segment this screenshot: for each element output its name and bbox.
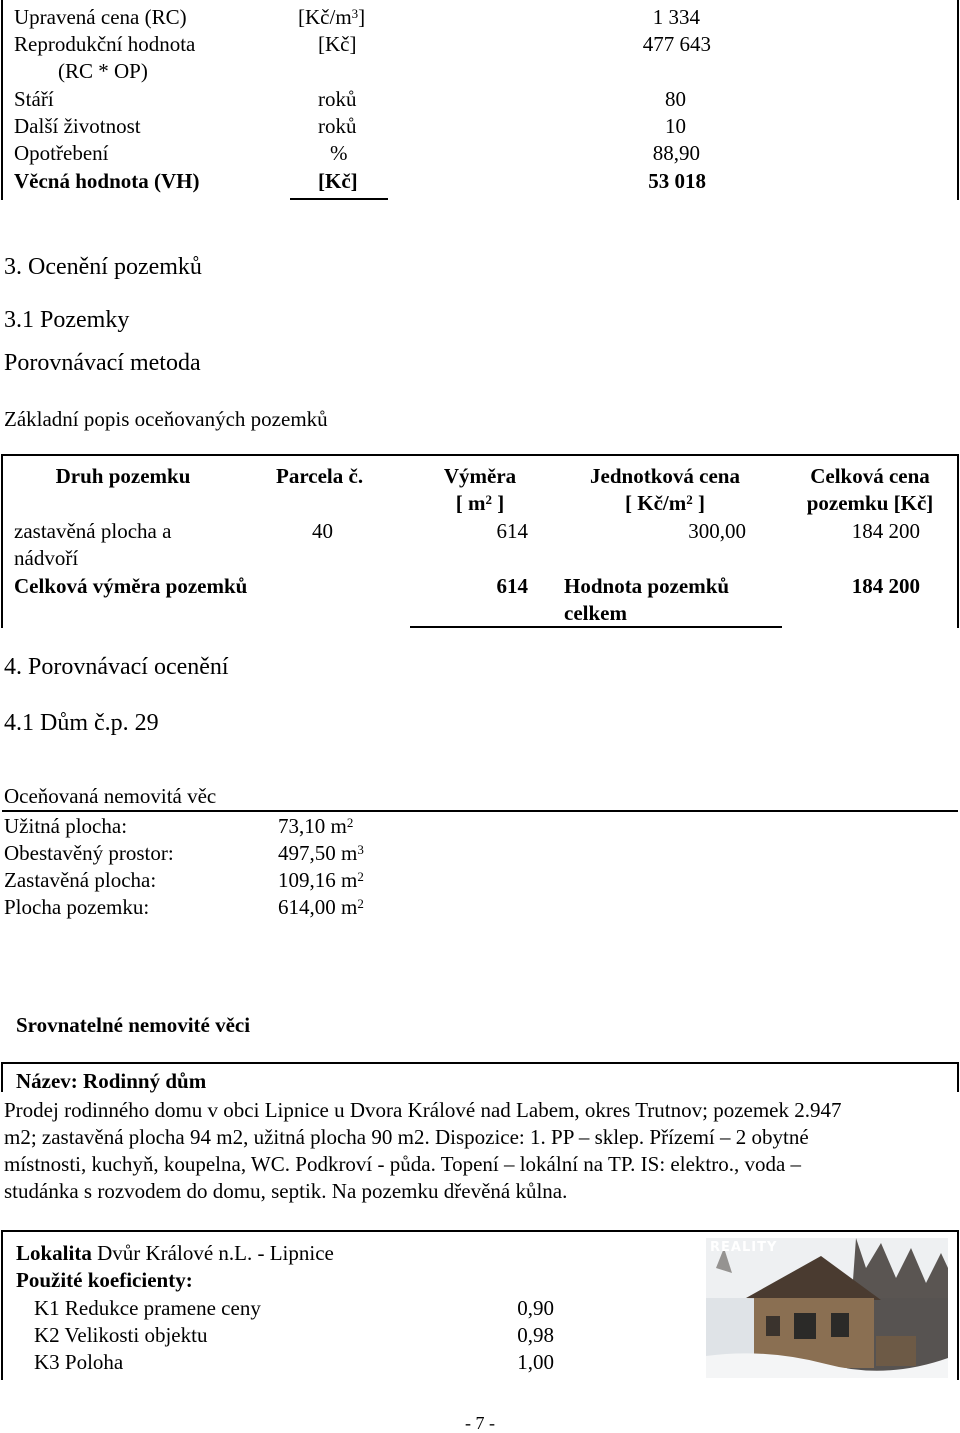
- header-area: Výměra: [443, 464, 517, 488]
- summary-area: 614: [496, 574, 528, 598]
- valuation-total-unit: [Kč]: [318, 169, 358, 193]
- coefficient-value: 0,98: [517, 1323, 554, 1347]
- subject-value: 614,00 $m^2$: [278, 895, 364, 919]
- method-heading: Porovnávací metoda: [4, 350, 201, 376]
- row-parcel: 40: [312, 519, 333, 543]
- row-area: 614: [496, 519, 528, 543]
- valuation-value: 1 334: [652, 5, 700, 29]
- details-rule: [2, 1230, 958, 1232]
- summary-value-label: Hodnota pozemků: [564, 574, 730, 598]
- valuation-value: 10: [665, 114, 686, 138]
- valuation-unit: %: [330, 141, 348, 165]
- valuation-label: Reprodukční hodnota: [14, 32, 196, 56]
- subject-title: Oceňovaná nemovitá věc: [4, 784, 217, 808]
- table-bottom-rule: [410, 626, 782, 628]
- valuation-label: Další životnost: [14, 114, 141, 138]
- coefficients-title: Použité koeficienty:: [16, 1268, 193, 1292]
- comparables-right-border: [957, 1062, 959, 1092]
- comparable-description-line: místnosti, kuchyň, koupelna, WC. Podkroví - půda. Topení – lokální na TP. IS: elektro., voda –: [4, 1152, 802, 1176]
- coefficient-label: K2 Velikosti objektu: [34, 1323, 208, 1347]
- valuation-value: 80: [665, 87, 686, 111]
- valuation-unit: roků: [318, 114, 357, 138]
- header-area-unit: [ $m^2$ ]: [455, 491, 505, 515]
- table-right-border: [957, 454, 959, 628]
- comparable-description-line: Prodej rodinného domu v obci Lipnice u Dvora Králové nad Labem, okres Trutnov; pozemek 2.947: [4, 1098, 842, 1122]
- comparable-description-line: studánka s rozvodem do domu, septik. Na pozemku dřevěná kůlna.: [4, 1179, 568, 1203]
- details-left-border: [1, 1230, 3, 1380]
- valuation-unit: $[Kč/m^3]$: [298, 5, 366, 29]
- comparables-title: Srovnatelné nemovité věci: [16, 1013, 251, 1037]
- header-unit-price: Jednotková cena: [590, 464, 740, 488]
- coefficient-label: K3 Poloha: [34, 1350, 124, 1374]
- section-heading: 4. Porovnávací ocenění: [4, 654, 229, 680]
- details-right-border: [957, 1230, 959, 1380]
- coefficient-value: 0,90: [517, 1296, 554, 1320]
- coefficient-label: K1 Redukce pramene ceny: [34, 1296, 261, 1320]
- valuation-total-value: 53 018: [648, 169, 706, 193]
- subsection-heading: 4.1 Dům č.p. 29: [4, 710, 159, 736]
- valuation-total-label: Věcná hodnota (VH): [14, 169, 200, 193]
- header-parcel: Parcela č.: [276, 464, 364, 488]
- valuation-value: 477 643: [642, 32, 711, 56]
- subject-label: Obestavěný prostor:: [4, 841, 174, 865]
- subject-value: 497,50 $m^3$: [278, 841, 364, 865]
- header-total: Celková cena: [810, 464, 930, 488]
- table-left-border: [1, 454, 3, 628]
- page-number: - 7 -: [465, 1413, 495, 1433]
- valuation-value: 88,90: [652, 141, 700, 165]
- comparable-name: Název: Rodinný dům: [16, 1069, 207, 1093]
- header-total-unit: pozemku [Kč]: [806, 491, 934, 515]
- subject-value: 109,16 $m^2$: [278, 868, 364, 892]
- photo-watermark: REALITY: [710, 1240, 778, 1255]
- locality: Lokalita Dvůr Králové n.L. - Lipnice: [16, 1241, 334, 1265]
- row-type-cont: nádvoří: [14, 546, 79, 570]
- left-border: [1, 0, 3, 200]
- table-top-rule: [2, 454, 958, 456]
- subject-label: Užitná plocha:: [4, 814, 128, 838]
- unit-underline: [290, 198, 388, 200]
- valuation-label: (RC * OP): [58, 59, 148, 83]
- comparables-left-border: [1, 1062, 3, 1092]
- property-photo: [706, 1238, 948, 1378]
- valuation-label: Opotřebení: [14, 141, 109, 165]
- subject-rule: [2, 810, 958, 812]
- section-heading: 3. Ocenění pozemků: [4, 254, 202, 280]
- header-unit-price-unit: [ $Kč/m^2$ ]: [625, 491, 705, 515]
- header-type: Druh pozemku: [55, 464, 191, 488]
- coefficient-value: 1,00: [517, 1350, 554, 1374]
- valuation-unit: roků: [318, 87, 357, 111]
- row-total: 184 200: [851, 519, 920, 543]
- comparable-description-line: m2; zastavěná plocha 94 m2, užitná plocha 90 m2. Dispozice: 1. PP – sklep. Přízemí – 2 obytné: [4, 1125, 809, 1149]
- subject-label: Plocha pozemku:: [4, 895, 150, 919]
- subject-value: 73,10 $m^2$: [278, 814, 354, 838]
- land-description-title: Základní popis oceňovaných pozemků: [4, 407, 328, 431]
- valuation-label: Upravená cena (RC): [14, 5, 187, 29]
- summary-value: 184 200: [851, 574, 920, 598]
- comparables-rule: [2, 1062, 958, 1064]
- subsection-heading: 3.1 Pozemky: [4, 307, 130, 333]
- right-border: [957, 0, 959, 200]
- summary-label: Celková výměra pozemků: [14, 574, 248, 598]
- subject-label: Zastavěná plocha:: [4, 868, 157, 892]
- row-type: zastavěná plocha a: [14, 519, 172, 543]
- valuation-label: Stáří: [14, 87, 54, 111]
- house-photo-illustration: [706, 1238, 948, 1378]
- row-unit-price: 300,00: [688, 519, 746, 543]
- summary-value-label-cont: celkem: [564, 601, 627, 625]
- valuation-unit: [Kč]: [318, 32, 357, 56]
